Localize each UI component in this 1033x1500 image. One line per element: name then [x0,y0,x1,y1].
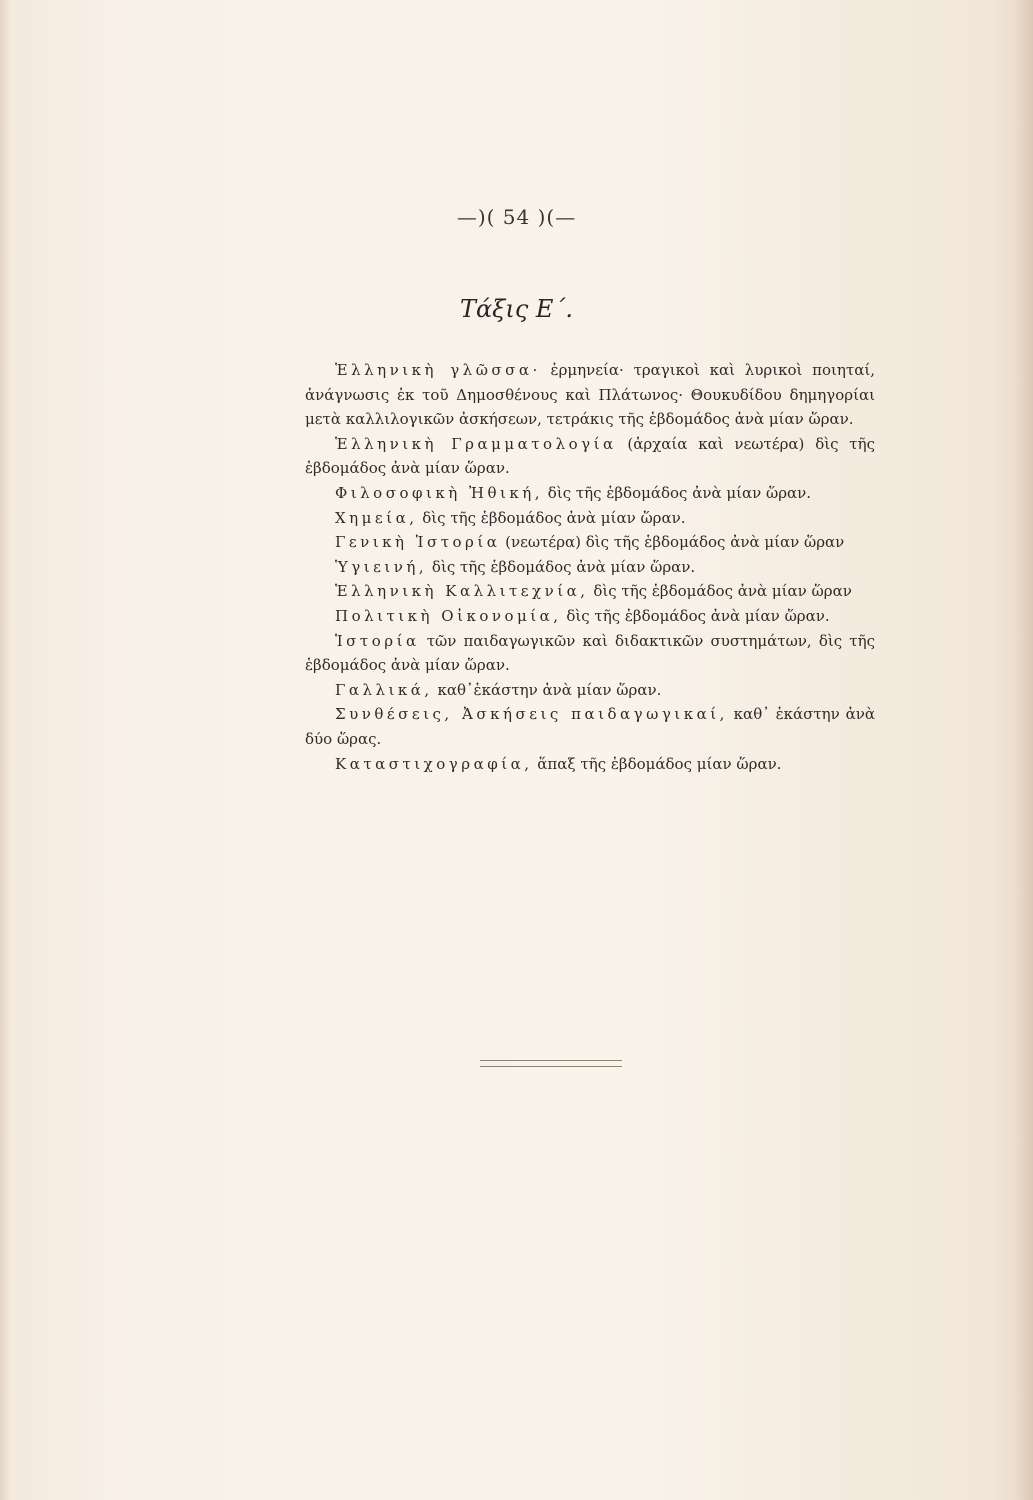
curriculum-entry [305,481,875,506]
subject-name: Φιλοσοφικὴ Ἠθική, [335,483,544,502]
curriculum-entry [305,702,875,751]
curriculum-entry [305,432,875,481]
subject-name: Ὑγιεινή, [335,557,428,576]
curriculum-entry [305,579,875,604]
subject-details: τῶν παιδαγωγικῶν καὶ διδακτικῶν συστημάτων, δὶς τῆς ἑβδομάδος ἀνὰ μίαν ὥραν. [305,631,875,675]
subject-details: δὶς τῆς ἑβδομάδος ἀνὰ μίαν ὥραν [588,582,852,601]
curriculum-entry [305,629,875,678]
subject-details: καθ᾽ ἑκάστην ἀνὰ δύο ὥρας. [305,705,875,748]
subject-name: Ἑλληνικὴ Γραμματολογία [335,434,617,453]
subject-details: (ἀρχαία καὶ νεωτέρα) δὶς τῆς ἑβδομάδος ἀνὰ μίαν ὥραν. [305,434,875,478]
subject-details: ἅπαξ τῆς ἑβδομάδος μίαν ὥραν. [532,754,782,773]
curriculum-entry [305,752,875,777]
curriculum-entry [305,555,875,580]
subject-details: δὶς τῆς ἑβδομάδος ἀνὰ μίαν ὥραν. [417,508,686,527]
curriculum-entry [305,678,875,703]
subject-details: δὶς τῆς ἑβδομάδος ἀνὰ μίαν ὥραν. [543,483,812,502]
subject-name: Ἑλληνικὴ Καλλιτεχνία, [335,582,589,601]
double-rule-bottom [480,1066,622,1067]
subject-name: Ἱστορία [335,631,420,650]
curriculum-entry [305,358,875,432]
subject-name: Καταστιχογραφία, [335,754,533,773]
curriculum-entry [305,506,875,531]
subject-name: Γαλλικά, [335,680,433,699]
subject-name: Γενικὴ Ἱστορία [335,533,501,552]
double-rule-top [480,1060,622,1061]
page-number: —)( 54 )(— [456,205,577,229]
curriculum-entry [305,530,875,555]
subject-details: καθ᾽ἑκάστην ἀνὰ μίαν ὥραν. [432,680,662,699]
section-title: Τάξις Ε΄. [459,295,574,323]
subject-details: ἑρμηνεία· τραγικοὶ καὶ λυρικοὶ ποιηταί, ἀνάγνωσις ἐκ τοῦ Δημοσθένους καὶ Πλάτωνος· Θουκυδίδου δημηγορίαι μετὰ καλλιλογικῶν ἀσκήσεων, τετράκις τῆς ἑβδομάδος ἀνὰ μίαν ὥραν. [305,361,875,429]
subject-details: (νεωτέρα) δὶς τῆς ἑβδομάδος ἀνὰ μίαν ὥραν [500,533,845,552]
subject-details: δὶς τῆς ἑβδομάδος ἀνὰ μίαν ὥραν. [427,557,696,576]
curriculum-list [305,358,875,776]
subject-name: Χημεία, [335,508,418,527]
subject-name: Συνθέσεις, Ἀσκήσεις παιδαγωγικαί, [335,705,728,724]
subject-name: Ἑλληνικὴ γλῶσσα· [335,361,541,379]
subject-details: δὶς τῆς ἑβδομάδος ἀνὰ μίαν ὥραν. [561,606,830,625]
subject-name: Πολιτικὴ Οἰκονομία, [335,606,562,625]
curriculum-entry [305,604,875,629]
